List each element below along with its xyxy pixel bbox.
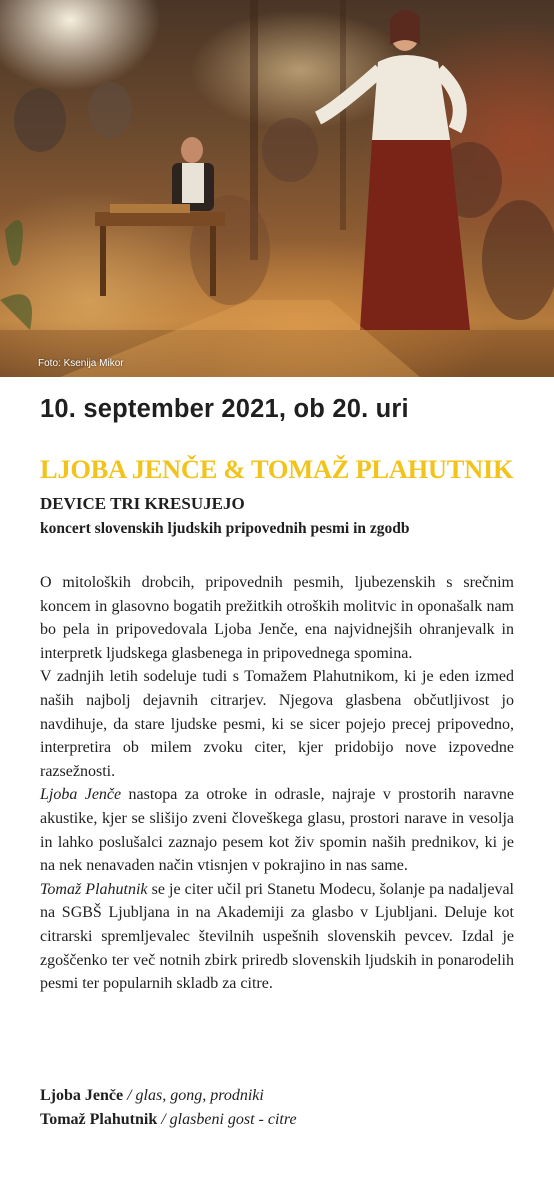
paragraph-text: nastopa za otroke in odrasle, najraje v prostorih naravne akustike, kjer se slišijo zveni človeškega glasu, prostori narave in vesolja in lahko poslušalci zaznajo pesem kot živ spomin naših prednikov, ki je na nek nenavaden način vtisnjen v pokrajino in nas same. (40, 786, 515, 875)
concert-scene-illustration (0, 0, 554, 377)
concert-photo (0, 0, 554, 377)
credit-name: Ljoba Jenče (40, 1087, 124, 1104)
paragraph-text: se je citer učil pri Stanetu Modecu, šolanje pa nadaljeval na SGBŠ Ljubljana in na Akademiji za glasbo v Ljubljani. Deluje kot citrarski spremljevalec številnih uspešnih slovenskih pevcev. Izdal je zgoščenko ter več notnih zbirk priredb slovenskih ljudskih in ponarodelih pesmi ter popularnih skladb za citre. (40, 880, 515, 993)
paragraph (40, 783, 514, 877)
credit-role: / glas, gong, prodniki (123, 1087, 264, 1104)
photo-credit: Foto: Ksenija Mikor (38, 358, 124, 369)
concert-tagline: koncert slovenskih ljudskih pripovednih pesmi in zgodb (40, 520, 410, 537)
event-date: 10. september 2021, ob 20. uri (40, 395, 409, 423)
artist-name: Ljoba Jenče (40, 786, 122, 804)
credit-line (40, 1108, 297, 1132)
description-body (40, 571, 514, 996)
performer-credits (40, 1084, 297, 1131)
performers-heading: LJOBA JENČE & TOMAŽ PLAHUTNIK (40, 454, 514, 484)
paragraph: O mitoloških drobcih, pripovednih pesmih, ljubezenskih s srečnim koncem in glasovno bogatih prežitkih otroških molitvic in oponašalk nam bo pela in pripovedovala Ljoba Jenče, ena najvidnejših ohranjevalk in interpretk ljudskega glasbenega in pripovednega spomina. (40, 574, 514, 662)
concert-title: DEVICE TRI KRESUJEJO (40, 494, 245, 513)
artist-name: Tomaž Plahutnik (40, 880, 148, 898)
credit-line (40, 1084, 297, 1108)
paragraph (40, 878, 514, 996)
credit-role: / glasbeni gost - citre (157, 1110, 297, 1128)
paragraph: V zadnjih letih sodeluje tudi s Tomažem Plahutnikom, ki je eden izmed naših najbolj dejavnih citrarjev. Njegova glasbena občutljivost jo navdihuje, da stare ljudske pesmi, ki se sicer pojejo precej pripovedno, interpretira ob milem zvoku citer, kjer pridobijo nove izpovedne razsežnosti. (40, 668, 514, 780)
credit-name: Tomaž Plahutnik (40, 1110, 158, 1128)
